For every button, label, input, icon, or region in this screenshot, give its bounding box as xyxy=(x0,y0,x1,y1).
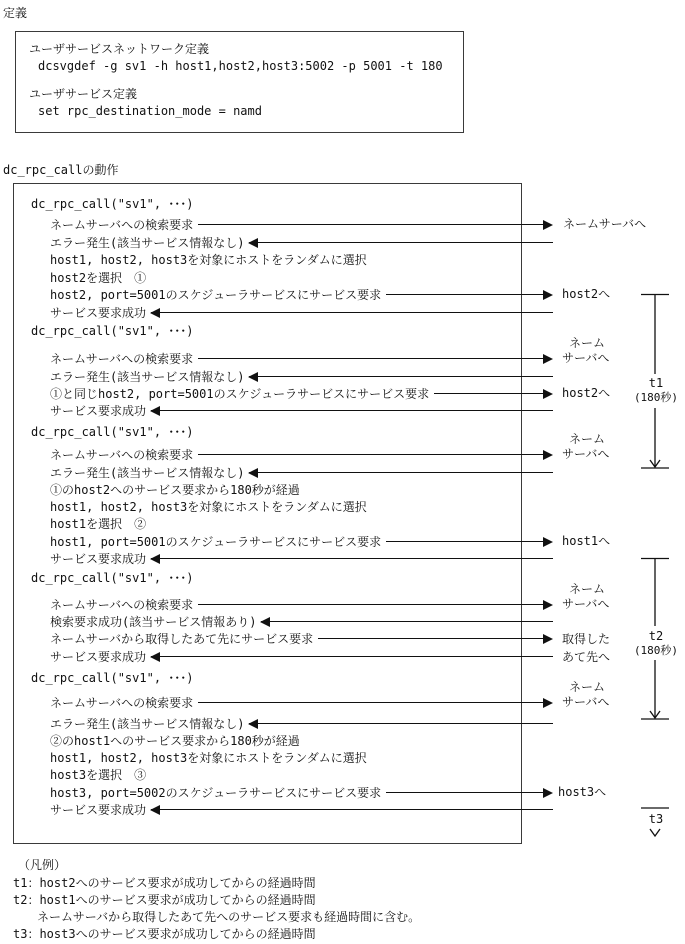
arrow-left-icon xyxy=(261,621,553,622)
arrow-left-icon xyxy=(151,656,553,657)
arrow-right-icon xyxy=(386,294,543,295)
arrow-left-icon xyxy=(249,376,553,377)
dest-label-host2: host2へ xyxy=(562,386,611,400)
flow-step-text: サービス要求成功 xyxy=(50,552,147,566)
arrow-right-icon xyxy=(386,541,543,542)
arrow-left-icon xyxy=(151,312,553,313)
legend-line-t2-note: ネームサーバから取得したあて先へのサービス要求も経過時間に含む。 xyxy=(37,910,421,924)
call-header-5: dc_rpc_call("sv1", ･･･) xyxy=(31,671,194,685)
flow-step xyxy=(50,234,553,251)
flow-step-text: ①のhost2へのサービス要求から180秒が経過 xyxy=(50,483,300,497)
arrow-right-icon xyxy=(386,792,543,793)
arrow-right-icon xyxy=(198,604,543,605)
arrow-right-icon xyxy=(198,702,543,703)
flow-step xyxy=(50,251,372,268)
flow-step-text: サービス要求成功 xyxy=(50,404,147,418)
flow-step xyxy=(50,550,553,567)
flow-step xyxy=(50,216,543,233)
flow-step-text: host2, port=5001のスケジューラサービスにサービス要求 xyxy=(50,288,382,302)
legend-line-t2: t2：host1へのサービス要求が成功してからの経過時間 xyxy=(13,893,316,907)
flow-step xyxy=(50,715,553,732)
timeline-t2-duration: (180秒) xyxy=(633,644,679,657)
call-header-1: dc_rpc_call("sv1", ･･･) xyxy=(31,197,194,211)
flow-step-text: host1, host2, host3を対象にホストをランダムに選択 xyxy=(50,500,367,514)
network-def-title: ユーザサービスネットワーク定義 xyxy=(29,42,210,56)
flow-step xyxy=(50,801,553,818)
flow-step-text: サービス要求成功 xyxy=(50,306,147,320)
dest-label-nameserver: ネーム サーバへ xyxy=(562,680,610,709)
flow-step-text: ②のhost1へのサービス要求から180秒が経過 xyxy=(50,734,300,748)
dest-label-host2: host2へ xyxy=(562,287,611,301)
flow-step xyxy=(50,350,543,367)
flow-step xyxy=(50,732,305,749)
flow-step xyxy=(50,304,553,321)
timeline-graphic xyxy=(630,280,685,860)
arrow-right-icon xyxy=(198,358,543,359)
dest-label-nameserver: ネーム サーバへ xyxy=(562,582,610,611)
flow-step xyxy=(50,533,543,550)
flow-step xyxy=(50,368,553,385)
network-def-code: dcsvgdef -g sv1 -h host1,host2,host3:5002 -p 5001 -t 180 xyxy=(38,59,443,73)
behavior-title: dc_rpc_callの動作 xyxy=(3,163,119,177)
flow-step-text: ネームサーバへの検索要求 xyxy=(50,352,194,366)
service-def-code: set rpc_destination_mode = namd xyxy=(38,104,262,118)
flow-step-text: host1を選択 ② xyxy=(50,517,147,531)
arrow-left-icon xyxy=(249,723,553,724)
flow-step xyxy=(50,694,543,711)
flow-step-text: host3を選択 ③ xyxy=(50,768,147,782)
arrow-left-icon xyxy=(249,472,553,473)
flow-step-text: ネームサーバへの検索要求 xyxy=(50,696,194,710)
legend-line-t3: t3：host3へのサービス要求が成功してからの経過時間 xyxy=(13,927,316,941)
flow-step-text: host3, port=5002のスケジューラサービスにサービス要求 xyxy=(50,786,382,800)
flow-step xyxy=(50,286,543,303)
flow-step xyxy=(50,498,372,515)
flow-step-text: エラー発生(該当サービス情報なし) xyxy=(50,370,245,384)
flow-step-text: エラー発生(該当サービス情報なし) xyxy=(50,236,245,250)
flow-step-text: 検索要求成功(該当サービス情報あり) xyxy=(50,615,257,629)
flow-step-text: host1, host2, host3を対象にホストをランダムに選択 xyxy=(50,253,367,267)
flow-step xyxy=(50,464,553,481)
dest-label-nameserver: ネーム サーバへ xyxy=(562,336,610,365)
dest-label-obtained-destination: 取得した あて先へ xyxy=(562,632,611,664)
dest-label-nameserver: ネーム サーバへ xyxy=(562,432,610,461)
arrow-left-icon xyxy=(249,242,553,243)
arrow-left-icon xyxy=(151,410,553,411)
call-header-2: dc_rpc_call("sv1", ･･･) xyxy=(31,324,194,338)
flow-step xyxy=(50,596,543,613)
flow-step xyxy=(50,766,151,783)
dest-label-host1: host1へ xyxy=(562,534,611,548)
flow-step-text: host2を選択 ① xyxy=(50,271,147,285)
flow-step-text: ネームサーバから取得したあて先にサービス要求 xyxy=(50,632,314,646)
arrow-right-icon xyxy=(198,454,543,455)
flow-step-text: host1, host2, host3を対象にホストをランダムに選択 xyxy=(50,751,367,765)
flow-step xyxy=(50,385,543,402)
call-header-3: dc_rpc_call("sv1", ･･･) xyxy=(31,425,194,439)
flow-step xyxy=(50,613,553,630)
flow-step-text: サービス要求成功 xyxy=(50,803,147,817)
flow-step-text: エラー発生(該当サービス情報なし) xyxy=(50,466,245,480)
legend-heading: （凡例） xyxy=(18,858,67,872)
flow-step xyxy=(50,515,151,532)
arrow-left-icon xyxy=(151,558,553,559)
arrow-right-icon xyxy=(434,393,543,394)
arrow-right-icon xyxy=(318,638,543,639)
legend-line-t1: t1：host2へのサービス要求が成功してからの経過時間 xyxy=(13,876,316,890)
flow-step-text: ネームサーバへの検索要求 xyxy=(50,218,194,232)
dest-label-nameserver: ネームサーバへ xyxy=(563,217,647,231)
arrow-left-icon xyxy=(151,809,553,810)
arrow-right-icon xyxy=(198,224,543,225)
timeline-t2-label: t2 xyxy=(648,629,664,643)
flow-step xyxy=(50,446,543,463)
timeline-t1-label: t1 xyxy=(648,376,664,390)
timeline-t1-duration: (180秒) xyxy=(633,391,679,404)
flow-step xyxy=(50,784,543,801)
flow-step xyxy=(50,630,543,647)
timeline-t3-label: t3 xyxy=(648,812,664,826)
service-def-title: ユーザサービス定義 xyxy=(29,87,138,101)
flow-step xyxy=(50,402,553,419)
dest-label-host3: host3へ xyxy=(558,785,607,799)
flow-step-text: エラー発生(該当サービス情報なし) xyxy=(50,717,245,731)
flow-step-text: host1, port=5001のスケジューラサービスにサービス要求 xyxy=(50,535,382,549)
flow-step xyxy=(50,749,372,766)
flow-step xyxy=(50,648,553,665)
flow-step-text: ①と同じhost2, port=5001のスケジューラサービスにサービス要求 xyxy=(50,387,430,401)
flow-step-text: サービス要求成功 xyxy=(50,650,147,664)
flow-step-text: ネームサーバへの検索要求 xyxy=(50,448,194,462)
flow-step-text: ネームサーバへの検索要求 xyxy=(50,598,194,612)
definition-title: 定義 xyxy=(3,6,28,20)
flow-step xyxy=(50,481,305,498)
flow-step xyxy=(50,269,151,286)
call-header-4: dc_rpc_call("sv1", ･･･) xyxy=(31,571,194,585)
